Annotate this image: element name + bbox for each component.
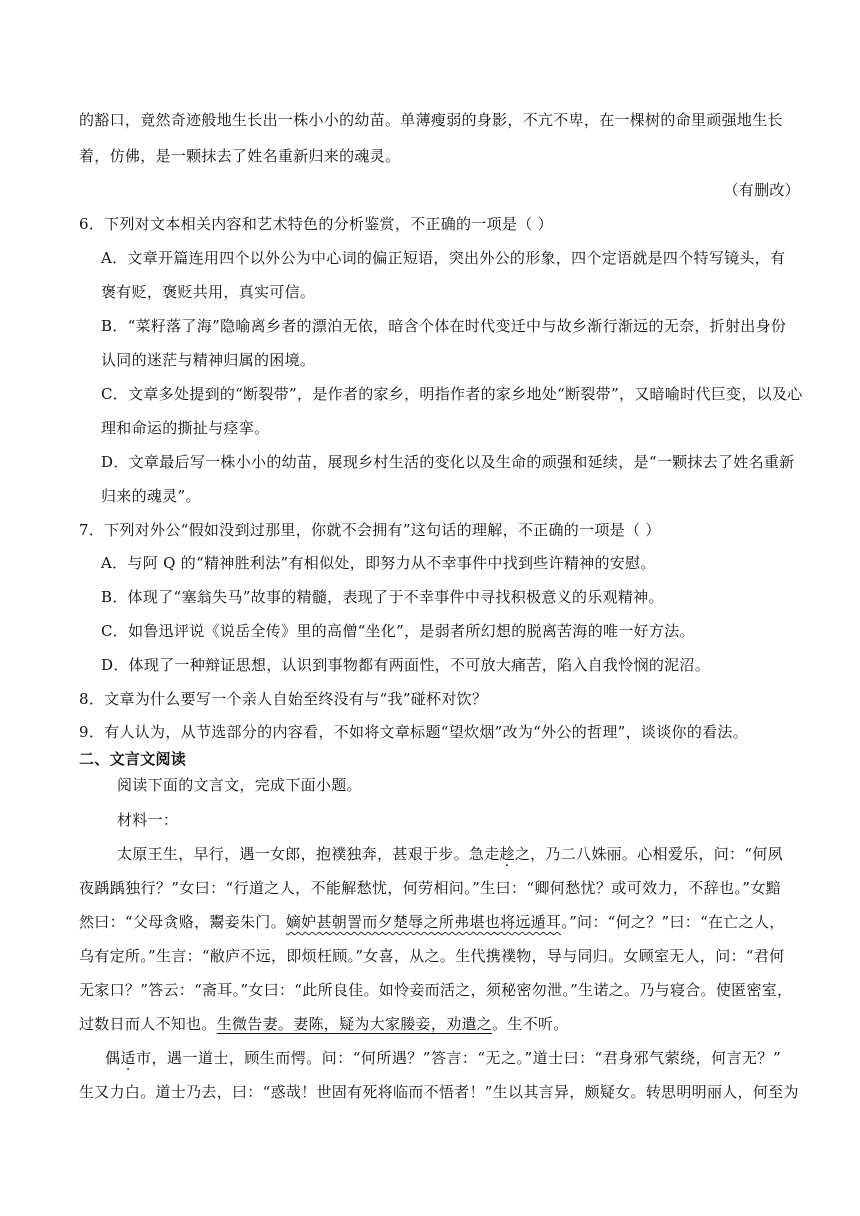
- text-span: 太原王生，早行，遇一女郎，抱襆独奔，甚艰于步。急走: [117, 845, 500, 863]
- underlined-sentence: 生微告妻。妻陈，疑为大家媵妾，劝遣之: [216, 1015, 493, 1033]
- classical-text-p1-line-4: 乌有定所。”生言：“敝庐不远，即烦枉顾。”女喜，从之。生代携襆物，导与同归。女顾室无人，问：“君何: [79, 947, 785, 965]
- q7-option-c: C．如鲁迅评说《说岳全传》里的高僧“坐化”，是弱者所幻想的脱离苦海的唯一好方法。: [101, 622, 695, 640]
- section-2-instruction: 阅读下面的文言文，完成下面小题。: [117, 776, 362, 794]
- classical-text-p2-line-2: 生又力白。道士乃去，曰：“惑哉！世固有死将临而不悟者！”生以其言异，颇疑女。转思明明丽人，何至为: [79, 1083, 799, 1101]
- wavy-underlined-sentence: 嫡妒甚朝詈而夕楚辱之所弗堪也将远遁耳: [285, 913, 562, 931]
- q6-option-a-line-1: A．文章开篇连用四个以外公为中心词的偏正短语，突出外公的形象，四个定语就是四个特写镜头，有: [101, 249, 786, 267]
- emphasis-dot-char: 适: [120, 1049, 136, 1067]
- classical-text-p1-line-6: [79, 1014, 569, 1034]
- q7-option-a: A．与阿 Q 的“精神胜利法”有相似处，即努力从不幸事件中找到些许精神的安慰。: [101, 554, 656, 572]
- text-span: 之，乃二八姝丽。心相爱乐，问：“何夙: [514, 845, 783, 863]
- question-6-stem: 6．下列对文本相关内容和艺术特色的分析鉴赏，不正确的一项是（ ）: [79, 215, 553, 233]
- source-note: （有删改）: [723, 181, 800, 199]
- question-9: 9．有人认为，从节选部分的内容看，不如将文章标题“望炊烟”改为“外公的哲理”，谈谈你的看法。: [79, 723, 749, 741]
- q6-option-a-line-2: 褒有贬，褒贬共用，真实可信。: [101, 283, 316, 301]
- emphasis-dot-char: 趁: [499, 845, 515, 863]
- passage-tail-line-1: 的豁口，竟然奇迹般地生长出一株小小的幼苗。单薄瘦弱的身影，不亢不卑，在一棵树的命里顽强地生长: [79, 111, 783, 129]
- q6-option-b-line-1: B．“菜籽落了海”隐喻离乡者的漂泊无依，暗含个体在时代变迁中与故乡渐行渐远的无奈，折射出身份: [101, 317, 787, 335]
- text-span: 。”问：“何之？”曰：“在亡之人，: [561, 913, 785, 931]
- classical-text-p1-line-1: [117, 844, 781, 864]
- classical-text-p1-line-3: [79, 912, 785, 932]
- q6-option-d-line-2: 归来的魂灵”。: [101, 487, 201, 505]
- text-span: 过数日而人不知也。: [79, 1015, 217, 1033]
- text-span: 。生不听。: [492, 1015, 569, 1033]
- question-7-stem: 7．下列对外公“假如没到过那里，你就不会拥有”这句话的理解，不正确的一项是（ ）: [79, 521, 661, 539]
- passage-tail-line-2: 着，仿佛，是一颗抹去了姓名重新归来的魂灵。: [79, 147, 401, 165]
- q7-option-b: B．体现了“塞翁失马”故事的精髓，表现了于不幸事件中寻找积极意义的乐观精神。: [101, 588, 664, 606]
- material-1-label: 材料一：: [117, 811, 179, 829]
- text-span: 偶: [105, 1049, 121, 1067]
- classical-text-p1-line-2: 夜踽踽独行？”女曰：“行道之人，不能解愁忧，何劳相问。”生曰：“卿何愁忧？或可效力，不辞也。”女黯: [79, 879, 781, 897]
- q6-option-c-line-2: 理和命运的撕扯与痉挛。: [101, 419, 270, 437]
- text-span: 市，遇一道士，顾生而愕。问：“何所遇？”答言：“无之。”道士曰：“君身邪气萦绕，何言无？”: [135, 1049, 781, 1067]
- q6-option-b-line-2: 认同的迷茫与精神归属的困境。: [101, 351, 316, 369]
- question-8: 8．文章为什么要写一个亲人自始至终没有与“我”碰杯对饮？: [79, 690, 488, 708]
- q7-option-d: D．体现了一种辩证思想，认识到事物都有两面性，不可放大痛苦，陷入自我怜悯的泥沼。: [101, 656, 711, 674]
- section-2-heading: 二、文言文阅读: [79, 750, 187, 768]
- classical-text-p2-line-1: [105, 1048, 781, 1068]
- q6-option-d-line-1: D．文章最后写一株小小的幼苗，展现乡村生活的变化以及生命的顽强和延续，是“一颗抹去了姓名重新: [101, 453, 795, 471]
- classical-text-p1-line-5: 无家口？”答云：“斋耳。”女曰：“此所良佳。如怜妾而活之，须秘密勿泄。”生诺之。乃与寝合。使匿密室，: [79, 981, 793, 999]
- q6-option-c-line-1: C．文章多处提到的“断裂带”，是作者的家乡，明指作者的家乡地处“断裂带”，又暗喻时代巨变，以及心: [101, 385, 803, 403]
- text-span: 然曰：“父母贪赂，鬻妾朱门。: [79, 913, 286, 931]
